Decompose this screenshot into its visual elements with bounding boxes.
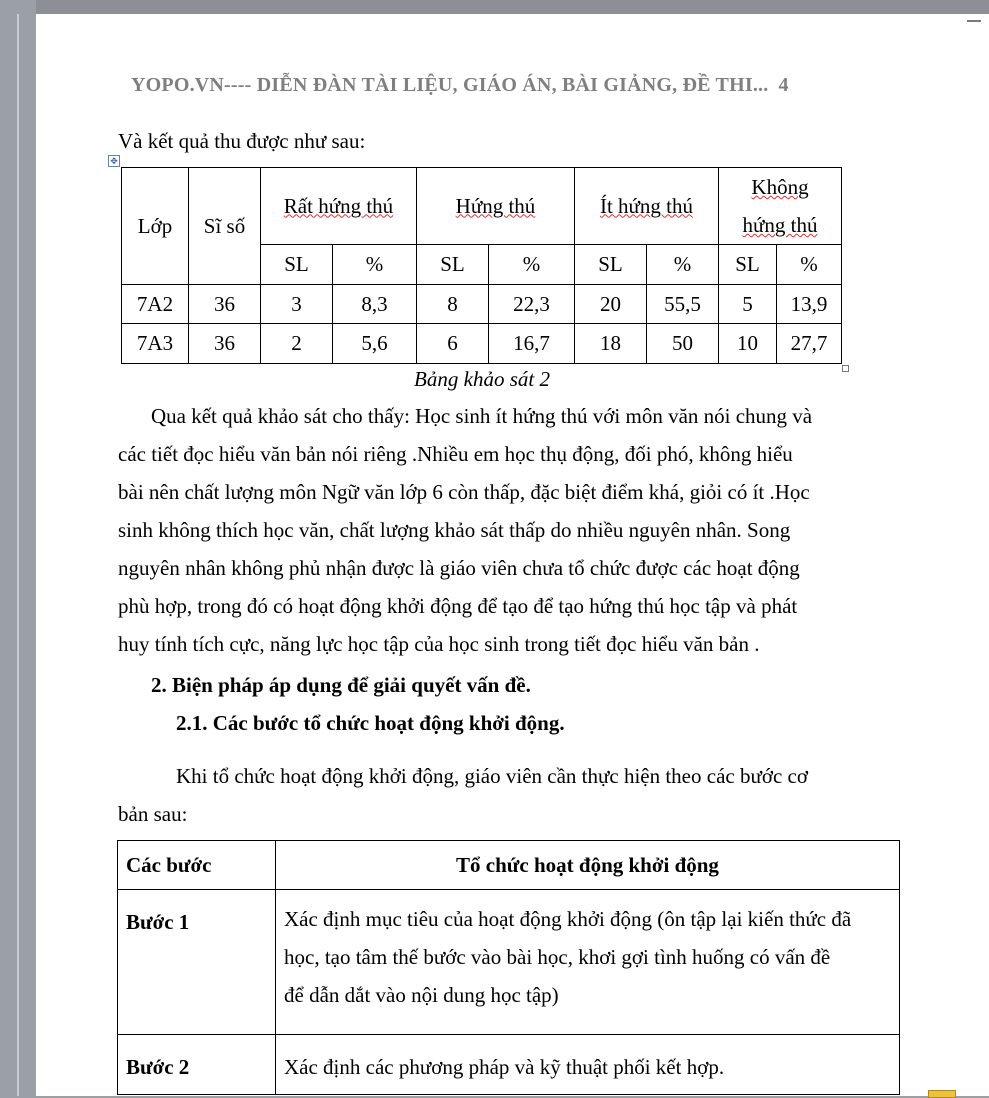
very-interested-label: Rất hứng thú bbox=[283, 193, 394, 218]
cell-value: 27,7 bbox=[777, 324, 842, 364]
paragraph-line: Qua kết quả khảo sát cho thấy: Học sinh ít hứng thú với môn văn nói chung và bbox=[151, 404, 813, 428]
window-top-bar bbox=[0, 0, 989, 14]
sub-pct: % bbox=[489, 245, 575, 285]
ruler-stripe bbox=[17, 14, 19, 1096]
cell-value: 22,3 bbox=[489, 285, 575, 324]
header-count: Sĩ số bbox=[189, 168, 261, 285]
paragraph-line: sinh không thích học văn, chất lượng khảo sát thấp do nhiều nguyên nhân. Song bbox=[118, 518, 791, 542]
cell-value: 16,7 bbox=[489, 324, 575, 364]
section-heading: 2. Biện pháp áp dụng để giải quyết vấn đề. bbox=[151, 673, 531, 697]
step-description bbox=[276, 1035, 900, 1095]
sub-sl: SL bbox=[575, 245, 647, 285]
cell-value: 50 bbox=[647, 324, 719, 364]
document-page[interactable] bbox=[36, 14, 989, 1096]
step-description bbox=[276, 890, 900, 1035]
header-not-interested bbox=[719, 168, 842, 245]
cell-value: 8,3 bbox=[333, 285, 417, 324]
table-row bbox=[118, 1035, 900, 1095]
table-row bbox=[122, 324, 842, 364]
cell-value: 20 bbox=[575, 285, 647, 324]
step-line: Xác định mục tiêu của hoạt động khởi động (ôn tập lại kiến thức đã bbox=[284, 907, 852, 931]
table-resize-handle[interactable] bbox=[842, 365, 849, 372]
cell-value: 6 bbox=[417, 324, 489, 364]
paragraph-line: các tiết đọc hiểu văn bản nói riêng .Nhiều em học thụ động, đối phó, không hiểu bbox=[118, 442, 793, 466]
sub-pct: % bbox=[647, 245, 719, 285]
paragraph-line: huy tính tích cực, năng lực học tập của học sinh trong tiết đọc hiểu văn bản . bbox=[118, 632, 760, 656]
header-title: YOPO.VN---- DIỄN ĐÀN TÀI LIỆU, GIÁO ÁN, BÀI GIẢNG, ĐỀ THI... bbox=[131, 74, 769, 96]
subsection-heading: 2.1. Các bước tổ chức hoạt động khởi động. bbox=[176, 711, 565, 735]
paragraph-line: phù hợp, trong đó có hoạt động khởi động để tạo để tạo hứng thú học tập và phát bbox=[118, 594, 798, 618]
cell-value: 3 bbox=[261, 285, 333, 324]
paragraph-line: bài nên chất lượng môn Ngữ văn lớp 6 còn thấp, đặc biệt điểm khá, giỏi có ít .Học bbox=[118, 480, 810, 504]
step-line: Xác định các phương pháp và kỹ thuật phối kết hợp. bbox=[284, 1055, 725, 1079]
cell-count: 36 bbox=[189, 324, 261, 364]
interested-label: Hứng thú bbox=[455, 193, 536, 218]
cell-value: 5 bbox=[719, 285, 777, 324]
step-label: Bước 1 bbox=[118, 890, 276, 1035]
header-class: Lớp bbox=[122, 168, 189, 285]
intro-text: Và kết quả thu được như sau: bbox=[118, 129, 366, 153]
paragraph-line: nguyên nhân không phủ nhận được là giáo viên chưa tổ chức được các hoạt động bbox=[118, 556, 800, 580]
table-row bbox=[122, 285, 842, 324]
cell-value: 55,5 bbox=[647, 285, 719, 324]
header-very-interested bbox=[261, 168, 417, 245]
step-label: Bước 2 bbox=[118, 1035, 276, 1095]
not-label: Không bbox=[751, 175, 809, 199]
cell-value: 13,9 bbox=[777, 285, 842, 324]
page-number: 4 bbox=[778, 74, 789, 96]
cell-class: 7A2 bbox=[122, 285, 189, 324]
step-line: để dẫn dắt vào nội dung học tập) bbox=[284, 983, 559, 1007]
status-indicator bbox=[928, 1090, 956, 1098]
survey-table bbox=[121, 167, 842, 364]
little-interested-label: Ít hứng thú bbox=[599, 193, 694, 218]
steps-table bbox=[117, 840, 900, 1095]
step-line: học, tạo tâm thế bước vào bài học, khơi gợi tình huống có vấn đề bbox=[284, 945, 831, 969]
sub-pct: % bbox=[333, 245, 417, 285]
left-ruler bbox=[0, 0, 36, 1096]
page-header bbox=[131, 74, 891, 97]
not-interested-label: hứng thú bbox=[742, 213, 818, 237]
cell-value: 18 bbox=[575, 324, 647, 364]
steps-intro-line: Khi tổ chức hoạt động khởi động, giáo viên cần thực hiện theo các bước cơ bbox=[176, 764, 808, 788]
cell-value: 10 bbox=[719, 324, 777, 364]
sub-sl: SL bbox=[261, 245, 333, 285]
cell-class: 7A3 bbox=[122, 324, 189, 364]
cell-count: 36 bbox=[189, 285, 261, 324]
table-row bbox=[118, 890, 900, 1035]
cell-value: 5,6 bbox=[333, 324, 417, 364]
header-interested bbox=[417, 168, 575, 245]
header-steps: Các bước bbox=[118, 841, 276, 890]
sub-sl: SL bbox=[719, 245, 777, 285]
cell-value: 2 bbox=[261, 324, 333, 364]
sub-pct: % bbox=[777, 245, 842, 285]
table-move-handle-icon[interactable]: ✥ bbox=[108, 155, 120, 167]
sub-sl: SL bbox=[417, 245, 489, 285]
header-organization: Tổ chức hoạt động khởi động bbox=[276, 841, 900, 890]
page-corner-mark bbox=[967, 14, 981, 22]
steps-intro-line: bản sau: bbox=[118, 802, 188, 826]
header-little-interested bbox=[575, 168, 719, 245]
cell-value: 8 bbox=[417, 285, 489, 324]
table-caption: Bảng khảo sát 2 bbox=[414, 367, 550, 391]
